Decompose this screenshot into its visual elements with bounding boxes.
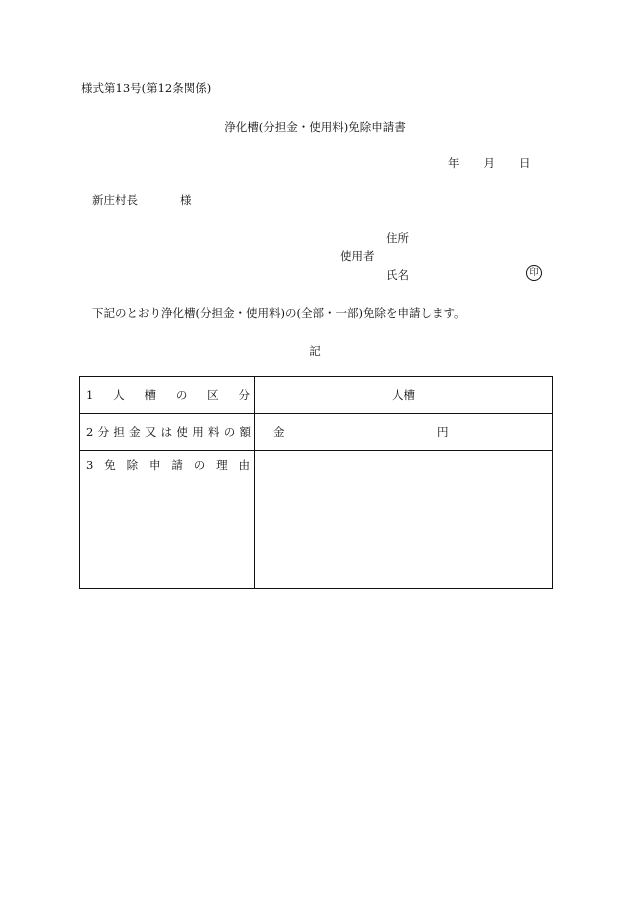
label-char: の bbox=[193, 458, 206, 472]
label-char: 額 bbox=[239, 425, 251, 439]
document-title: 浄化槽(分担金・使用料)免除申請書 bbox=[224, 120, 406, 134]
label-char: 担 bbox=[113, 425, 125, 439]
addressee-name: 新庄村長 bbox=[92, 193, 138, 207]
label-char: 1 bbox=[86, 388, 94, 402]
label-char: の bbox=[223, 425, 236, 439]
amount-prefix: 金 bbox=[273, 425, 285, 439]
tank-category-field[interactable] bbox=[255, 377, 553, 414]
row-label-amount bbox=[80, 414, 255, 451]
label-char: は bbox=[160, 425, 173, 439]
label-char: 申 bbox=[148, 458, 161, 472]
label-char: 使 bbox=[176, 425, 188, 439]
label-char: の bbox=[175, 388, 188, 402]
label-char: 又 bbox=[144, 425, 157, 439]
request-statement: 下記のとおり浄化槽(分担金・使用料)の(全部・一部)免除を申請します。 bbox=[92, 306, 466, 320]
date-month: 月 bbox=[483, 156, 495, 170]
label-char: 由 bbox=[238, 458, 250, 472]
date-year: 年 bbox=[448, 156, 460, 170]
label-char: 分 bbox=[97, 425, 110, 439]
amount-field[interactable] bbox=[255, 414, 553, 451]
address-label: 住所 bbox=[386, 231, 409, 245]
label-char: 金 bbox=[129, 425, 141, 439]
addressee bbox=[92, 192, 192, 208]
table-row bbox=[80, 451, 553, 589]
label-char: 槽 bbox=[144, 388, 156, 402]
seal-mark: 印 bbox=[526, 265, 542, 281]
label-char: 料 bbox=[207, 425, 220, 439]
label-char: 2 bbox=[86, 425, 94, 439]
date-day: 日 bbox=[519, 156, 531, 170]
label-char: 区 bbox=[207, 388, 219, 402]
addressee-honorific: 様 bbox=[180, 193, 192, 207]
row-label-reason bbox=[80, 451, 255, 589]
label-char: 理 bbox=[216, 458, 228, 472]
label-char: 人 bbox=[113, 388, 125, 402]
label-char: 免 bbox=[104, 458, 116, 472]
table-row bbox=[80, 377, 553, 414]
ki-heading: 記 bbox=[309, 344, 321, 358]
name-label: 氏名 bbox=[386, 268, 409, 282]
date-row bbox=[448, 155, 531, 171]
table-row bbox=[80, 414, 553, 451]
label-char: 用 bbox=[192, 425, 204, 439]
row-label-tank-category bbox=[80, 377, 255, 414]
label-char: 3 bbox=[86, 458, 94, 472]
reason-field[interactable] bbox=[255, 451, 553, 589]
form-number: 様式第13号(第12条関係) bbox=[81, 81, 212, 95]
label-char: 除 bbox=[126, 458, 139, 472]
amount-suffix: 円 bbox=[437, 425, 449, 439]
application-table bbox=[79, 376, 553, 589]
label-char: 請 bbox=[171, 458, 183, 472]
user-label: 使用者 bbox=[340, 249, 375, 263]
label-char: 分 bbox=[238, 388, 250, 402]
tank-unit-label: 人槽 bbox=[392, 388, 415, 402]
